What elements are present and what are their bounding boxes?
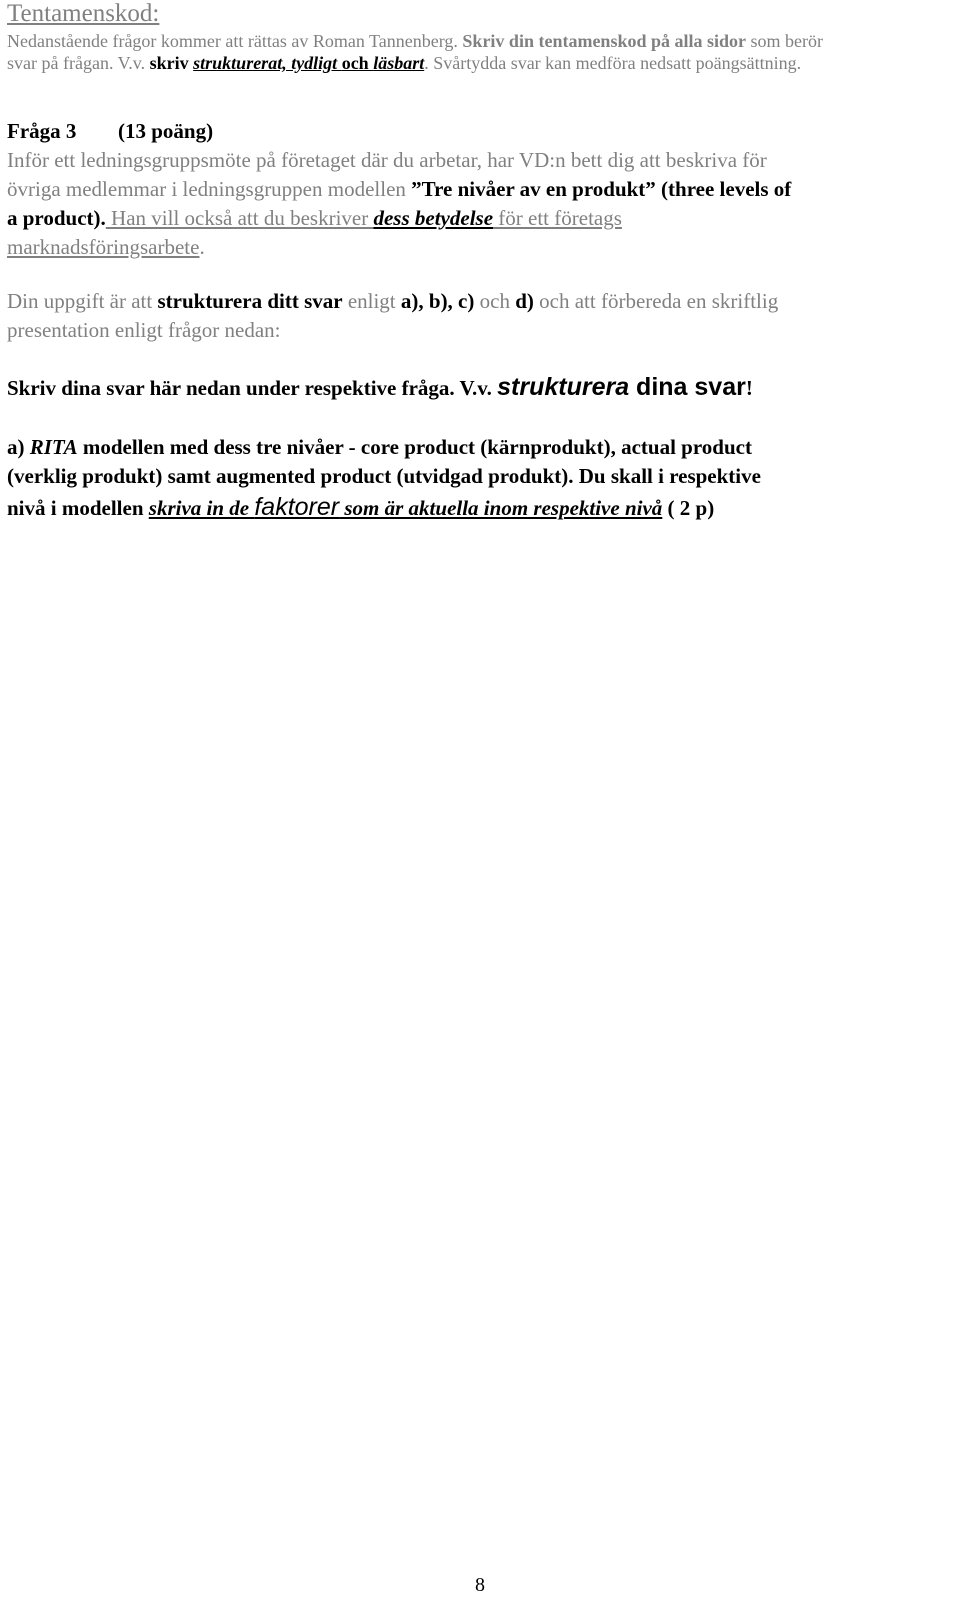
- question-text: .: [199, 235, 205, 259]
- emphasis: dess betydelse: [373, 206, 494, 230]
- header-emphasis: Skriv din tentamenskod på alla sidor: [462, 31, 746, 51]
- task-emphasis: d): [515, 289, 534, 313]
- task-text: och: [474, 289, 516, 313]
- instruction-line: [7, 372, 753, 404]
- task-text: Din uppgift är att: [7, 289, 158, 313]
- subquestion-points: ( 2 p): [662, 496, 715, 520]
- header-line-1: [7, 30, 823, 52]
- header-emphasis: och: [341, 53, 374, 73]
- question-text: marknadsföringsarbete: [7, 235, 200, 259]
- instruction-emphasis: dina svar: [629, 373, 746, 401]
- question-text-line-2: [7, 174, 791, 205]
- subquestion-emphasis: som är aktuella inom respektive nivå: [339, 496, 663, 520]
- question-points: (13 poäng): [118, 119, 214, 143]
- instruction-emphasis: strukturera: [497, 373, 630, 401]
- question-text-line-1: Inför ett ledningsgruppsmöte på företaget där du arbetar, har VD:n bett dig att beskriva för: [7, 148, 767, 172]
- exam-code-title: Tentamenskod:: [7, 0, 160, 27]
- task-line-1: [7, 286, 778, 317]
- subquestion-emphasis: faktorer: [254, 493, 340, 521]
- task-text: och att förbereda en skriftlig: [533, 289, 779, 313]
- question-text-line-3: [7, 203, 622, 234]
- subquestion-a-line-3: [7, 492, 714, 524]
- question-label: Fråga 3: [7, 119, 77, 143]
- header-line-2: [7, 52, 801, 74]
- instruction-text: Skriv dina svar här nedan under respektive fråga. V.v.: [7, 376, 498, 400]
- question-text: Han vill också att du beskriver: [105, 206, 374, 230]
- question-text: övriga medlemmar i ledningsgruppen modellen: [7, 177, 412, 201]
- instruction-text: !: [745, 376, 753, 400]
- question-text-line-4: [7, 232, 205, 263]
- header-text: svar på frågan. V.v.: [7, 53, 150, 73]
- header-emphasis: strukturerat, tydligt: [193, 53, 342, 73]
- question-text: för ett företags: [493, 206, 622, 230]
- question-heading: [7, 116, 213, 147]
- task-text: enligt: [342, 289, 401, 313]
- model-name: ”Tre nivåer av en produkt” (three levels of: [411, 177, 792, 201]
- header-text: Nedanstående frågor kommer att rättas av Roman Tannenberg.: [7, 31, 463, 51]
- header-emphasis: skriv: [149, 53, 194, 73]
- subquestion-a-line-2: (verklig produkt) samt augmented product (utvidgad produkt). Du skall i respektive: [7, 464, 761, 488]
- task-emphasis: a), b), c): [400, 289, 475, 313]
- subquestion-text: modellen med dess tre nivåer - core product (kärnprodukt), actual product: [77, 435, 752, 459]
- task-emphasis: strukturera ditt svar: [157, 289, 343, 313]
- subquestion-emphasis: skriva in de: [148, 496, 255, 520]
- subquestion-emphasis: RITA: [29, 435, 78, 459]
- header-text: som berör: [745, 31, 823, 51]
- task-line-2: presentation enligt frågor nedan:: [7, 318, 281, 342]
- subquestion-text: a): [7, 435, 30, 459]
- model-name: a product).: [7, 206, 106, 230]
- subquestion-a-line-1: [7, 432, 752, 463]
- subquestion-text: nivå i modellen: [7, 496, 149, 520]
- header-emphasis: läsbart: [373, 53, 425, 73]
- page-number: 8: [475, 1574, 485, 1596]
- header-text: . Svårtydda svar kan medföra nedsatt poängsättning.: [424, 53, 802, 73]
